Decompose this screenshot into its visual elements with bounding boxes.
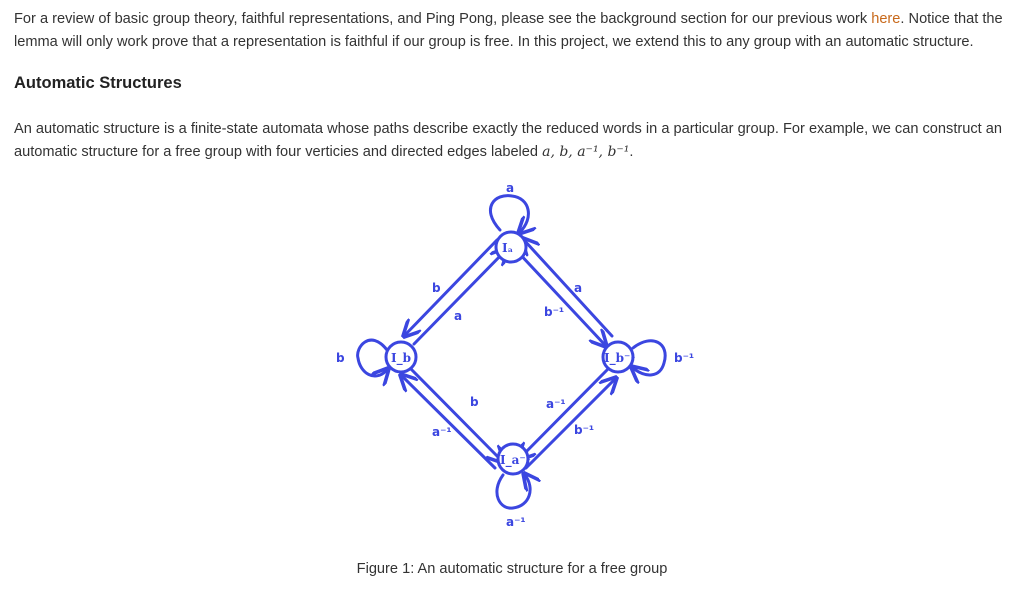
loop-bottom	[497, 475, 530, 508]
paragraph-end: .	[629, 144, 634, 160]
node-right-label: I_b⁻¹	[604, 351, 636, 365]
edge-bottom-to-left	[402, 376, 495, 468]
edge-left-to-top	[414, 250, 506, 344]
section-heading: Automatic Structures	[14, 74, 182, 92]
intro-text-end: . Notice that the lemma will only work prove that a representation is faithful if our group is free. In this project, we extend this to any group with an automatic structure.	[14, 11, 1003, 50]
edge-labels-math: a, b, a⁻¹, b⁻¹	[542, 144, 630, 160]
node-top-label: Iₐ	[502, 241, 514, 255]
label-loop-left: b	[336, 351, 345, 365]
label-bottom-left-outer: a⁻¹	[432, 425, 452, 439]
automaton-diagram	[330, 178, 700, 538]
edge-left-to-bottom	[410, 368, 502, 461]
node-left-label: I_b	[391, 351, 412, 365]
label-loop-top: a	[506, 181, 515, 195]
edge-right-to-top	[524, 240, 612, 336]
automatic-structure-paragraph	[14, 118, 1004, 164]
label-bottom-left-inner: b	[470, 395, 479, 409]
loop-left	[358, 340, 387, 376]
node-bottom-label: I_a⁻¹	[500, 453, 531, 467]
edge-right-to-bottom	[520, 370, 607, 458]
loop-right	[633, 341, 665, 375]
label-top-right-outer: a	[574, 281, 583, 295]
label-loop-right: b⁻¹	[674, 351, 695, 365]
label-bottom-right-outer: b⁻¹	[574, 423, 595, 437]
label-bottom-right-inner: a⁻¹	[546, 397, 566, 411]
label-top-right-inner: b⁻¹	[544, 305, 565, 319]
edge-top-to-right	[516, 250, 605, 345]
intro-text-start: For a review of basic group theory, faithful representations, and Ping Pong, please see the background section for our previous work	[14, 11, 872, 27]
previous-work-link[interactable]: here	[871, 11, 901, 27]
label-top-left-inner: a	[454, 309, 463, 323]
label-loop-bottom: a⁻¹	[506, 515, 526, 529]
figure-caption: Figure 1: An automatic structure for a free group	[356, 561, 668, 577]
paragraph-text: An automatic structure is a finite-state automata whose paths describe exactly the reduced words in a particular group. For example, we can construct an automatic structure for a free group with four verticies and directed edges labeled	[14, 121, 1003, 160]
intro-paragraph	[14, 8, 1004, 54]
edge-bottom-to-right	[526, 379, 615, 468]
edge-top-to-left	[405, 240, 497, 335]
loop-top	[490, 196, 528, 232]
label-top-left-outer: b	[432, 281, 441, 295]
